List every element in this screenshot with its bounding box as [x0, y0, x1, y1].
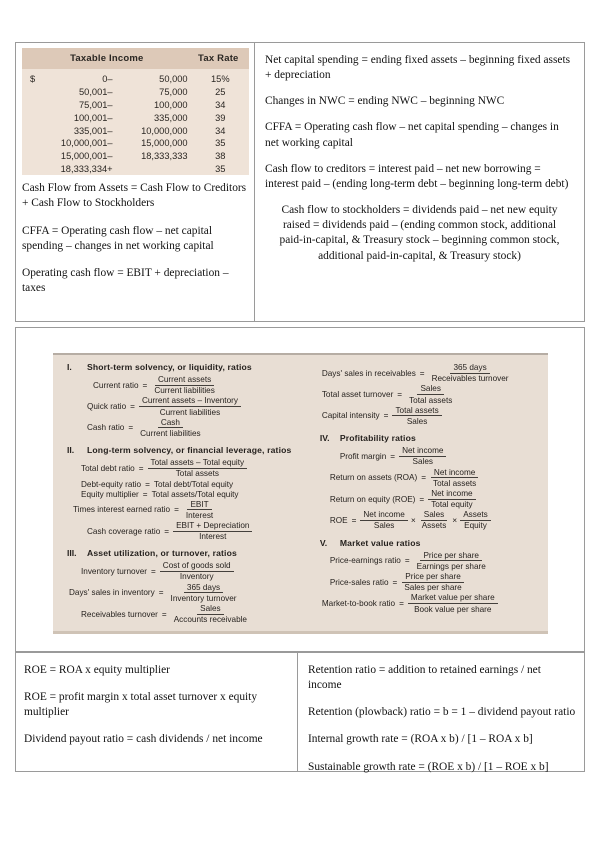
tax-table-header-row: [22, 48, 249, 69]
ratio-section-heading-iv: [320, 433, 542, 443]
fraction: [429, 363, 512, 383]
fraction-denominator: Book value per share: [414, 604, 492, 614]
ratio-section-heading-v: [320, 538, 542, 548]
ratio-section-heading-iii: [67, 548, 314, 558]
formula-cash-flow-to-stockholders: Cash flow to stockholders = dividends paid – net new equity raised = dividends paid – (ending common stock, additional paid-in-capital, & Treasury stock – beginning common stock, additional paid-in-capital, & Treasury stock): [279, 204, 560, 262]
ratio-reference-band: [15, 327, 585, 652]
fraction-denominator: Inventory: [179, 572, 214, 582]
fraction-denominator: Total equity: [431, 500, 473, 510]
section-numeral: II.: [67, 445, 75, 456]
fraction: [173, 521, 252, 541]
ratio-label: Times interest earned ratio: [73, 505, 171, 515]
ratio-expression: Total assets/Total equity: [151, 489, 239, 499]
ratio-return-on-equity: [320, 489, 542, 509]
tax-row-high: 50,000: [159, 74, 188, 85]
fraction-numerator: EBIT + Depreciation: [173, 521, 252, 532]
top-right-cell: [255, 43, 584, 321]
equals-sign: =: [351, 515, 357, 525]
formula-internal-growth-rate: Internal growth rate = (ROA x b) / [1 – ROA x b]: [308, 733, 533, 746]
fraction-denominator: Interest: [185, 510, 214, 520]
table-row: [22, 86, 249, 99]
formula-plowback-ratio: Retention (plowback) ratio = b = 1 – dividend payout ratio: [308, 706, 576, 719]
fraction-denominator: Interest: [199, 532, 227, 542]
fraction: [168, 583, 240, 603]
tax-row-dollar: [22, 137, 44, 150]
fraction: [139, 396, 241, 416]
tax-row-dollar: [22, 162, 44, 175]
equals-sign: =: [158, 588, 164, 598]
formula-cash-flow-from-assets: Cash Flow from Assets = Cash Flow to Creditors + Cash Flow to Stockholders: [22, 182, 247, 210]
bottom-right-cell: [298, 653, 584, 771]
fraction-denominator: Sales per share: [404, 583, 462, 593]
fraction-denominator: Receivables turnover: [431, 374, 509, 384]
ratio-current-ratio: [67, 375, 314, 395]
section-title: Profitability ratios: [339, 433, 416, 444]
tax-row-high: 75,000: [159, 87, 188, 98]
ratio-roe-dupont-expansion: [320, 510, 542, 530]
fraction-denominator: Current liabilities: [140, 428, 201, 438]
fraction-numerator: Sales: [421, 510, 447, 521]
multiplication-icon: ×: [452, 515, 458, 526]
formula-sustainable-growth-rate: Sustainable growth rate = (ROE x b) / [1 – ROE x b]: [308, 760, 549, 773]
fraction-numerator: Sales: [197, 604, 223, 615]
tax-row-dollar: [22, 150, 44, 163]
ratio-profit-margin: [320, 446, 542, 466]
ratio-label: Inventory turnover: [81, 566, 147, 576]
equals-sign: =: [419, 368, 425, 378]
tax-row-low: 50,001–: [79, 87, 113, 98]
equals-sign: =: [392, 577, 398, 587]
ratio-label: Market-to-book ratio: [321, 599, 396, 609]
ratio-cash-coverage: [67, 521, 314, 541]
tax-row-low: 18,333,334+: [60, 163, 113, 174]
ratio-label: Current ratio: [93, 380, 139, 390]
fraction-numerator: Sales: [417, 384, 443, 395]
equals-sign: =: [145, 479, 150, 489]
tax-row-rate: 38: [215, 151, 226, 162]
ratio-label: Return on assets (ROA): [329, 473, 418, 483]
equals-sign: =: [164, 526, 170, 536]
fraction: [392, 406, 441, 426]
fraction: [151, 375, 218, 395]
ratio-debt-equity-ratio: [67, 480, 314, 489]
tax-row-low: 0–: [102, 74, 113, 85]
equals-sign: =: [390, 451, 396, 461]
section-numeral: V.: [319, 537, 328, 548]
formula-net-capital-spending: Net capital spending = ending fixed assets – beginning fixed assets + depreciation: [265, 54, 571, 82]
equals-sign: =: [128, 423, 134, 433]
formula-dividend-payout-ratio: Dividend payout ratio = cash dividends / net income: [24, 733, 263, 746]
multiplication-icon: ×: [410, 515, 416, 526]
tax-header-tax-rate: Tax Rate: [192, 48, 249, 69]
fraction-denominator: Assets: [421, 521, 447, 531]
formula-roe-roa-equity-multiplier: ROE = ROA x equity multiplier: [24, 664, 170, 676]
ratio-days-sales-in-receivables: [320, 363, 542, 383]
fraction: [399, 446, 446, 466]
ratio-label: Price-earnings ratio: [329, 556, 401, 566]
fraction-denominator: Sales: [406, 416, 428, 426]
ratio-panel-left-column: [59, 362, 314, 625]
section-title: Long-term solvency, or financial leverage, ratios: [87, 445, 292, 456]
equals-sign: =: [419, 494, 425, 504]
ratio-times-interest-earned: [67, 500, 314, 520]
fraction: [408, 593, 498, 613]
formula-roe-dupont: ROE = profit margin x total asset turnover x equity multiplier: [24, 691, 258, 719]
bottom-left-cell: [16, 653, 298, 771]
fraction-numerator: Cash: [158, 418, 183, 429]
fraction-numerator: 365 days: [450, 363, 489, 374]
fraction: [430, 468, 479, 488]
fraction-denominator: Inventory turnover: [170, 593, 237, 603]
section-title: Market value ratios: [339, 537, 421, 548]
section-title: Short-term solvency, or liquidity, ratios: [87, 362, 252, 372]
tax-row-high: 15,000,000: [141, 138, 188, 149]
ratio-label: Cash ratio: [87, 423, 125, 433]
section-numeral: IV.: [319, 433, 330, 444]
formula-cash-flow-to-creditors: Cash flow to creditors = interest paid – net new borrowing = interest paid – (ending long-term debt – beginning long-term debt): [265, 162, 569, 190]
tax-row-rate: 35: [215, 163, 226, 174]
ratio-inventory-turnover: [67, 561, 314, 581]
bottom-formula-table: [15, 652, 585, 772]
equals-sign: =: [383, 411, 389, 421]
table-row: [22, 124, 249, 137]
tax-row-dollar: [22, 86, 44, 99]
ratio-price-sales: [320, 572, 542, 592]
tax-row-low: 15,000,001–: [60, 151, 113, 162]
fraction: [183, 500, 216, 520]
fraction: [171, 604, 250, 624]
equals-sign: =: [399, 599, 404, 609]
tax-row-rate: 25: [215, 87, 226, 98]
tax-row-high: 335,000: [154, 112, 188, 123]
tax-row-rate: 34: [215, 125, 226, 136]
equals-sign: =: [151, 566, 156, 576]
ratio-label: Debt-equity ratio: [81, 479, 142, 489]
fraction-denominator: Accounts receivable: [173, 615, 247, 625]
fraction: [414, 551, 489, 571]
fraction: [401, 572, 464, 592]
ratio-label: Cash coverage ratio: [87, 526, 161, 536]
ratio-section-heading-ii: [67, 445, 314, 455]
fraction: [360, 510, 407, 530]
fraction-numerator: Cost of goods sold: [160, 561, 234, 572]
formula-changes-in-nwc: Changes in NWC = ending NWC – beginning NWC: [265, 95, 505, 108]
tax-row-high: 10,000,000: [141, 125, 188, 136]
table-row: [22, 137, 249, 150]
tax-row-rate: 35: [215, 138, 226, 149]
fraction-numerator: Net income: [428, 489, 475, 500]
section-numeral: I.: [67, 362, 72, 372]
fraction-numerator: Total assets – Total equity: [148, 458, 248, 469]
tax-row-dollar: [22, 111, 44, 124]
ratio-market-to-book: [320, 593, 542, 613]
tax-row-low: 100,001–: [73, 112, 113, 123]
table-row: [22, 99, 249, 112]
fraction-numerator: Price per share: [402, 572, 464, 583]
fraction-denominator: Total assets: [175, 469, 219, 479]
fraction-numerator: Total assets: [392, 406, 441, 417]
fraction: [428, 489, 475, 509]
equals-sign: =: [397, 390, 403, 400]
ratio-label: Total debt ratio: [81, 463, 135, 473]
tax-row-dollar: [22, 99, 44, 112]
equals-sign: =: [130, 402, 135, 412]
equals-sign: =: [421, 473, 427, 483]
equals-sign: =: [142, 489, 148, 499]
ratio-quick-ratio: [67, 396, 314, 416]
equals-sign: =: [142, 380, 148, 390]
ratio-label: Price-sales ratio: [329, 577, 389, 587]
top-formula-table: [15, 42, 585, 322]
ratio-receivables-turnover: [67, 604, 314, 624]
equals-sign: =: [161, 609, 167, 619]
tax-header-taxable-income: Taxable Income: [22, 48, 192, 69]
ratio-days-sales-in-inventory: [67, 583, 314, 603]
ratio-capital-intensity: [320, 406, 542, 426]
ratio-cash-ratio: [67, 418, 314, 438]
fraction-denominator: Equity: [464, 521, 487, 531]
ratio-label: Quick ratio: [87, 402, 127, 412]
fraction-numerator: EBIT: [187, 500, 211, 511]
tax-row-rate: 34: [215, 99, 226, 110]
fraction-numerator: Current assets: [155, 375, 214, 386]
tax-row-high: 100,000: [154, 99, 188, 110]
fraction-numerator: Assets: [460, 510, 491, 521]
tax-row-dollar: $: [30, 74, 36, 85]
ratio-label: Receivables turnover: [81, 609, 158, 619]
ratio-label: Profit margin: [339, 451, 387, 461]
ratio-label: Days' sales in receivables: [321, 368, 416, 378]
tax-row-dollar: [22, 124, 44, 137]
financial-ratios-panel: [53, 353, 548, 634]
tax-row-rate: 15%: [211, 74, 230, 85]
table-row: [22, 162, 249, 175]
fraction-numerator: Market value per share: [408, 593, 498, 604]
equals-sign: =: [404, 556, 410, 566]
ratio-label: ROE: [329, 515, 348, 525]
ratio-label: Equity multiplier: [81, 489, 139, 499]
ratio-label: Days' sales in inventory: [69, 588, 155, 598]
tax-row-low: 10,000,001–: [60, 138, 113, 149]
fraction-numerator: Price per share: [420, 551, 482, 562]
fraction: [160, 561, 234, 581]
ratio-equity-multiplier: [67, 490, 314, 499]
ratio-label: Capital intensity: [321, 411, 380, 421]
formula-cffa-expanded: CFFA = Operating cash flow – net capital spending – changes in net working capital: [265, 121, 559, 149]
top-left-cell: [16, 43, 255, 321]
ratio-expression: Total debt/Total equity: [153, 479, 234, 489]
fraction-numerator: Net income: [360, 510, 407, 521]
fraction: [406, 384, 455, 404]
corporate-tax-rate-table: [22, 48, 249, 175]
formula-cffa: CFFA = Operating cash flow – net capital spending – changes in net working capital: [22, 224, 214, 252]
tax-row-rate: 39: [215, 112, 226, 123]
fraction-numerator: Net income: [399, 446, 446, 457]
fraction-numerator: 365 days: [184, 583, 223, 594]
tax-row-low: 75,001–: [79, 99, 113, 110]
formula-operating-cash-flow: Operating cash flow = EBIT + depreciation – taxes: [22, 266, 229, 295]
fraction-denominator: Current liabilities: [154, 386, 215, 396]
fraction: [148, 458, 248, 478]
ratio-section-heading-i: [67, 362, 314, 372]
section-numeral: III.: [67, 548, 77, 559]
ratio-label: Total asset turnover: [321, 390, 394, 400]
ratio-label: Return on equity (ROE): [329, 494, 416, 504]
fraction-numerator: Net income: [431, 468, 478, 479]
fraction-denominator: Total assets: [433, 478, 477, 488]
table-row: [22, 150, 249, 163]
table-row: [22, 111, 249, 124]
ratio-total-debt-ratio: [67, 458, 314, 478]
fraction-denominator: Total assets: [409, 395, 453, 405]
tax-row-high: 18,333,333: [141, 151, 188, 162]
formula-retention-ratio: Retention ratio = addition to retained earnings / net income: [308, 664, 541, 692]
tax-row-high: [117, 162, 192, 175]
equals-sign: =: [174, 505, 179, 515]
ratio-panel-right-column: [314, 362, 542, 625]
fraction-denominator: Sales: [373, 521, 395, 531]
fraction-numerator: Current assets – Inventory: [139, 396, 241, 407]
ratio-price-earnings: [320, 551, 542, 571]
ratio-total-asset-turnover: [320, 384, 542, 404]
fraction: [419, 510, 450, 530]
fraction: [137, 418, 204, 438]
fraction-denominator: Current liabilities: [159, 407, 221, 417]
ratio-return-on-assets: [320, 468, 542, 488]
fraction: [460, 510, 491, 530]
section-title: Asset utilization, or turnover, ratios: [87, 548, 237, 559]
tax-table-body: [22, 48, 249, 175]
fraction-denominator: Earnings per share: [416, 561, 486, 571]
fraction-denominator: Sales: [412, 457, 434, 467]
equals-sign: =: [138, 463, 144, 473]
tax-row-low: 335,001–: [73, 125, 113, 136]
table-row: [22, 73, 249, 86]
